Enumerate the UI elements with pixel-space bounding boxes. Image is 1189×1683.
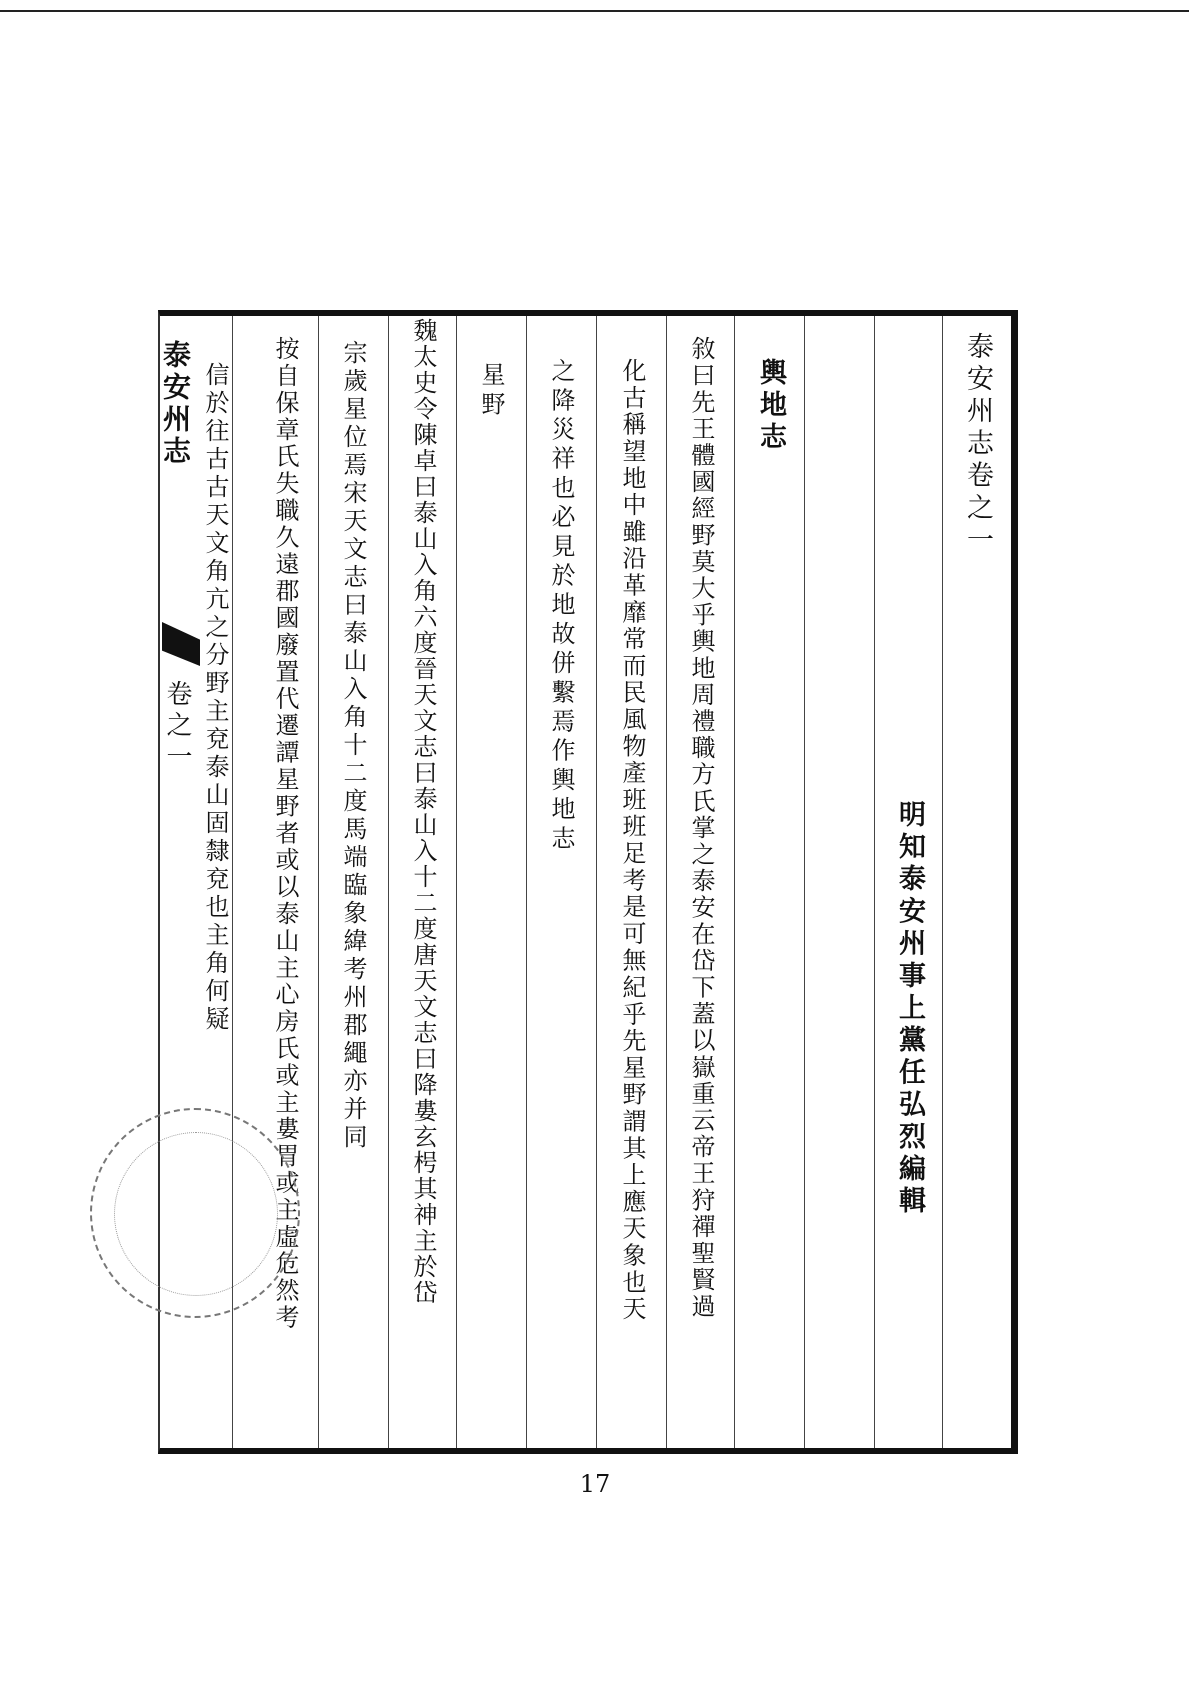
column-divider xyxy=(666,316,667,1448)
text-column-2: 化古稱望地中雖沿革靡常而民風物產班班足考是可無紀乎先星野謂其上應天象也天 xyxy=(618,358,646,1323)
margin-volume-label: 卷之一 xyxy=(162,680,192,774)
top-edge-rule xyxy=(0,10,1189,12)
column-divider xyxy=(804,316,805,1448)
section-heading-yudi: 輿地志 xyxy=(755,358,786,455)
column-divider xyxy=(734,316,735,1448)
column-divider xyxy=(526,316,527,1448)
text-column-5: 宗歲星位焉宋天文志曰泰山入角十二度馬端臨象緯考州郡繩亦并同 xyxy=(339,340,367,1152)
column-divider xyxy=(942,316,943,1448)
text-column-7: 信於往古古天文角亢之分野主兗泰山固隸兗也主角何疑 xyxy=(201,362,229,1034)
section-heading-xingye: 星野 xyxy=(477,362,505,421)
column-divider xyxy=(318,316,319,1448)
page-number: 17 xyxy=(579,1470,611,1498)
compiler-line: 明知泰安州事上黨任弘烈編輯 xyxy=(894,800,925,1219)
margin-book-title: 泰安州志 xyxy=(159,340,192,468)
text-column-6: 按自保章氏失職久遠郡國廢置代遷譚星野者或以泰山主心房氏或主婁胃或主虛危然考 xyxy=(271,336,299,1332)
volume-heading: 泰安州志卷之一 xyxy=(962,332,993,558)
column-divider xyxy=(388,316,389,1448)
text-column-1: 敘曰先王體國經野莫大乎輿地周禮職方氏掌之泰安在岱下蓋以嶽重云帝王狩禪聖賢過 xyxy=(687,336,715,1321)
column-divider xyxy=(596,316,597,1448)
column-divider xyxy=(874,316,875,1448)
text-column-3: 之降災祥也必見於地故併繫焉作輿地志 xyxy=(547,358,575,855)
library-seal-stamp xyxy=(90,1108,300,1318)
text-column-4: 魏太史令陳卓曰泰山入角六度晉天文志曰泰山入十二度唐天文志曰降婁玄枵其神主於岱 xyxy=(409,318,437,1306)
column-divider xyxy=(456,316,457,1448)
